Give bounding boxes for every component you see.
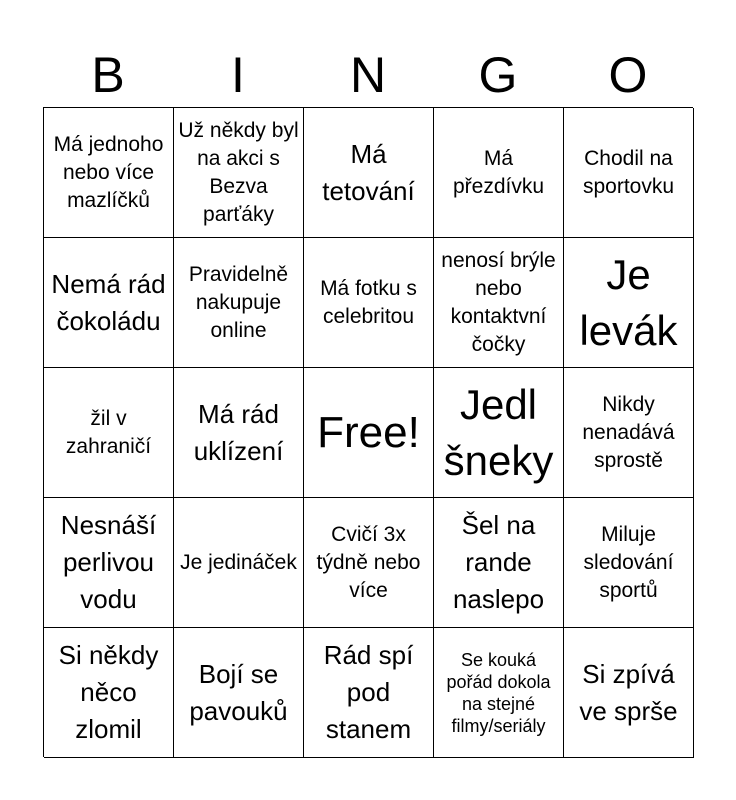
bingo-cell[interactable] [564, 498, 694, 628]
cell-text: Nesnáší perlivou vodu [60, 510, 157, 614]
cell-text: Nikdy nenadává sprostě [582, 392, 675, 472]
cell-text: Je levák [579, 250, 678, 354]
cell-text: Cvičí 3x týdně nebo více [316, 522, 421, 602]
cell-text: Bojí se pavouků [189, 658, 288, 726]
bingo-cell[interactable] [434, 628, 564, 758]
bingo-cell[interactable] [434, 108, 564, 238]
cell-text: žil v zahraničí [65, 406, 152, 458]
cell-text: nenosí brýle nebo kontaktvní čočky [441, 248, 556, 356]
bingo-cell[interactable] [174, 238, 304, 368]
cell-text: Se kouká pořád dokola na stejné filmy/seriály [446, 649, 551, 736]
free-cell[interactable] [304, 368, 434, 498]
cell-text: Má přezdívku [452, 146, 545, 198]
bingo-header [43, 42, 693, 108]
bingo-cell[interactable] [174, 628, 304, 758]
bingo-cell[interactable] [174, 368, 304, 498]
cell-text: Šel na rande naslepo [452, 510, 545, 614]
cell-text: Nemá rád čokoládu [51, 268, 166, 336]
bingo-grid [43, 107, 693, 757]
cell-text: Je jedináček [180, 550, 297, 574]
bingo-cell[interactable] [304, 238, 434, 368]
cell-text: Si někdy něco zlomil [58, 640, 159, 744]
header-letter-i: I [231, 47, 245, 103]
bingo-cell[interactable] [44, 368, 174, 498]
bingo-cell[interactable] [564, 368, 694, 498]
bingo-cell[interactable] [44, 108, 174, 238]
bingo-cell[interactable] [174, 108, 304, 238]
bingo-cell[interactable] [434, 238, 564, 368]
cell-text: Už někdy byl na akci s Bezva parťáky [178, 118, 299, 226]
bingo-cell[interactable] [434, 368, 564, 498]
bingo-cell[interactable] [564, 238, 694, 368]
cell-text: Má rád uklízení [193, 398, 284, 466]
cell-text: Jedl šneky [443, 380, 554, 484]
bingo-cell[interactable] [564, 628, 694, 758]
header-letter-b: B [91, 47, 125, 103]
bingo-cell[interactable] [174, 498, 304, 628]
cell-text: Má fotku s celebritou [320, 276, 417, 328]
bingo-cell[interactable] [44, 498, 174, 628]
header-letter-o: O [608, 47, 648, 103]
header-letter-g: G [478, 47, 518, 103]
bingo-cell[interactable] [434, 498, 564, 628]
cell-text: Free! [317, 407, 420, 457]
bingo-cell[interactable] [304, 628, 434, 758]
cell-text: Má tetování [322, 138, 415, 206]
bingo-cell[interactable] [44, 628, 174, 758]
cell-text: Miluje sledování sportů [583, 522, 674, 602]
cell-text: Si zpívá ve sprše [579, 658, 678, 726]
bingo-cell[interactable] [564, 108, 694, 238]
cell-text: Má jednoho nebo více mazlíčků [53, 132, 164, 212]
cell-text: Rád spí pod stanem [323, 640, 414, 744]
header-letter-n: N [349, 47, 387, 103]
bingo-cell[interactable] [304, 108, 434, 238]
bingo-cell[interactable] [44, 238, 174, 368]
cell-text: Chodil na sportovku [582, 146, 675, 198]
cell-text: Pravidelně nakupuje online [188, 262, 289, 342]
bingo-cell[interactable] [304, 498, 434, 628]
